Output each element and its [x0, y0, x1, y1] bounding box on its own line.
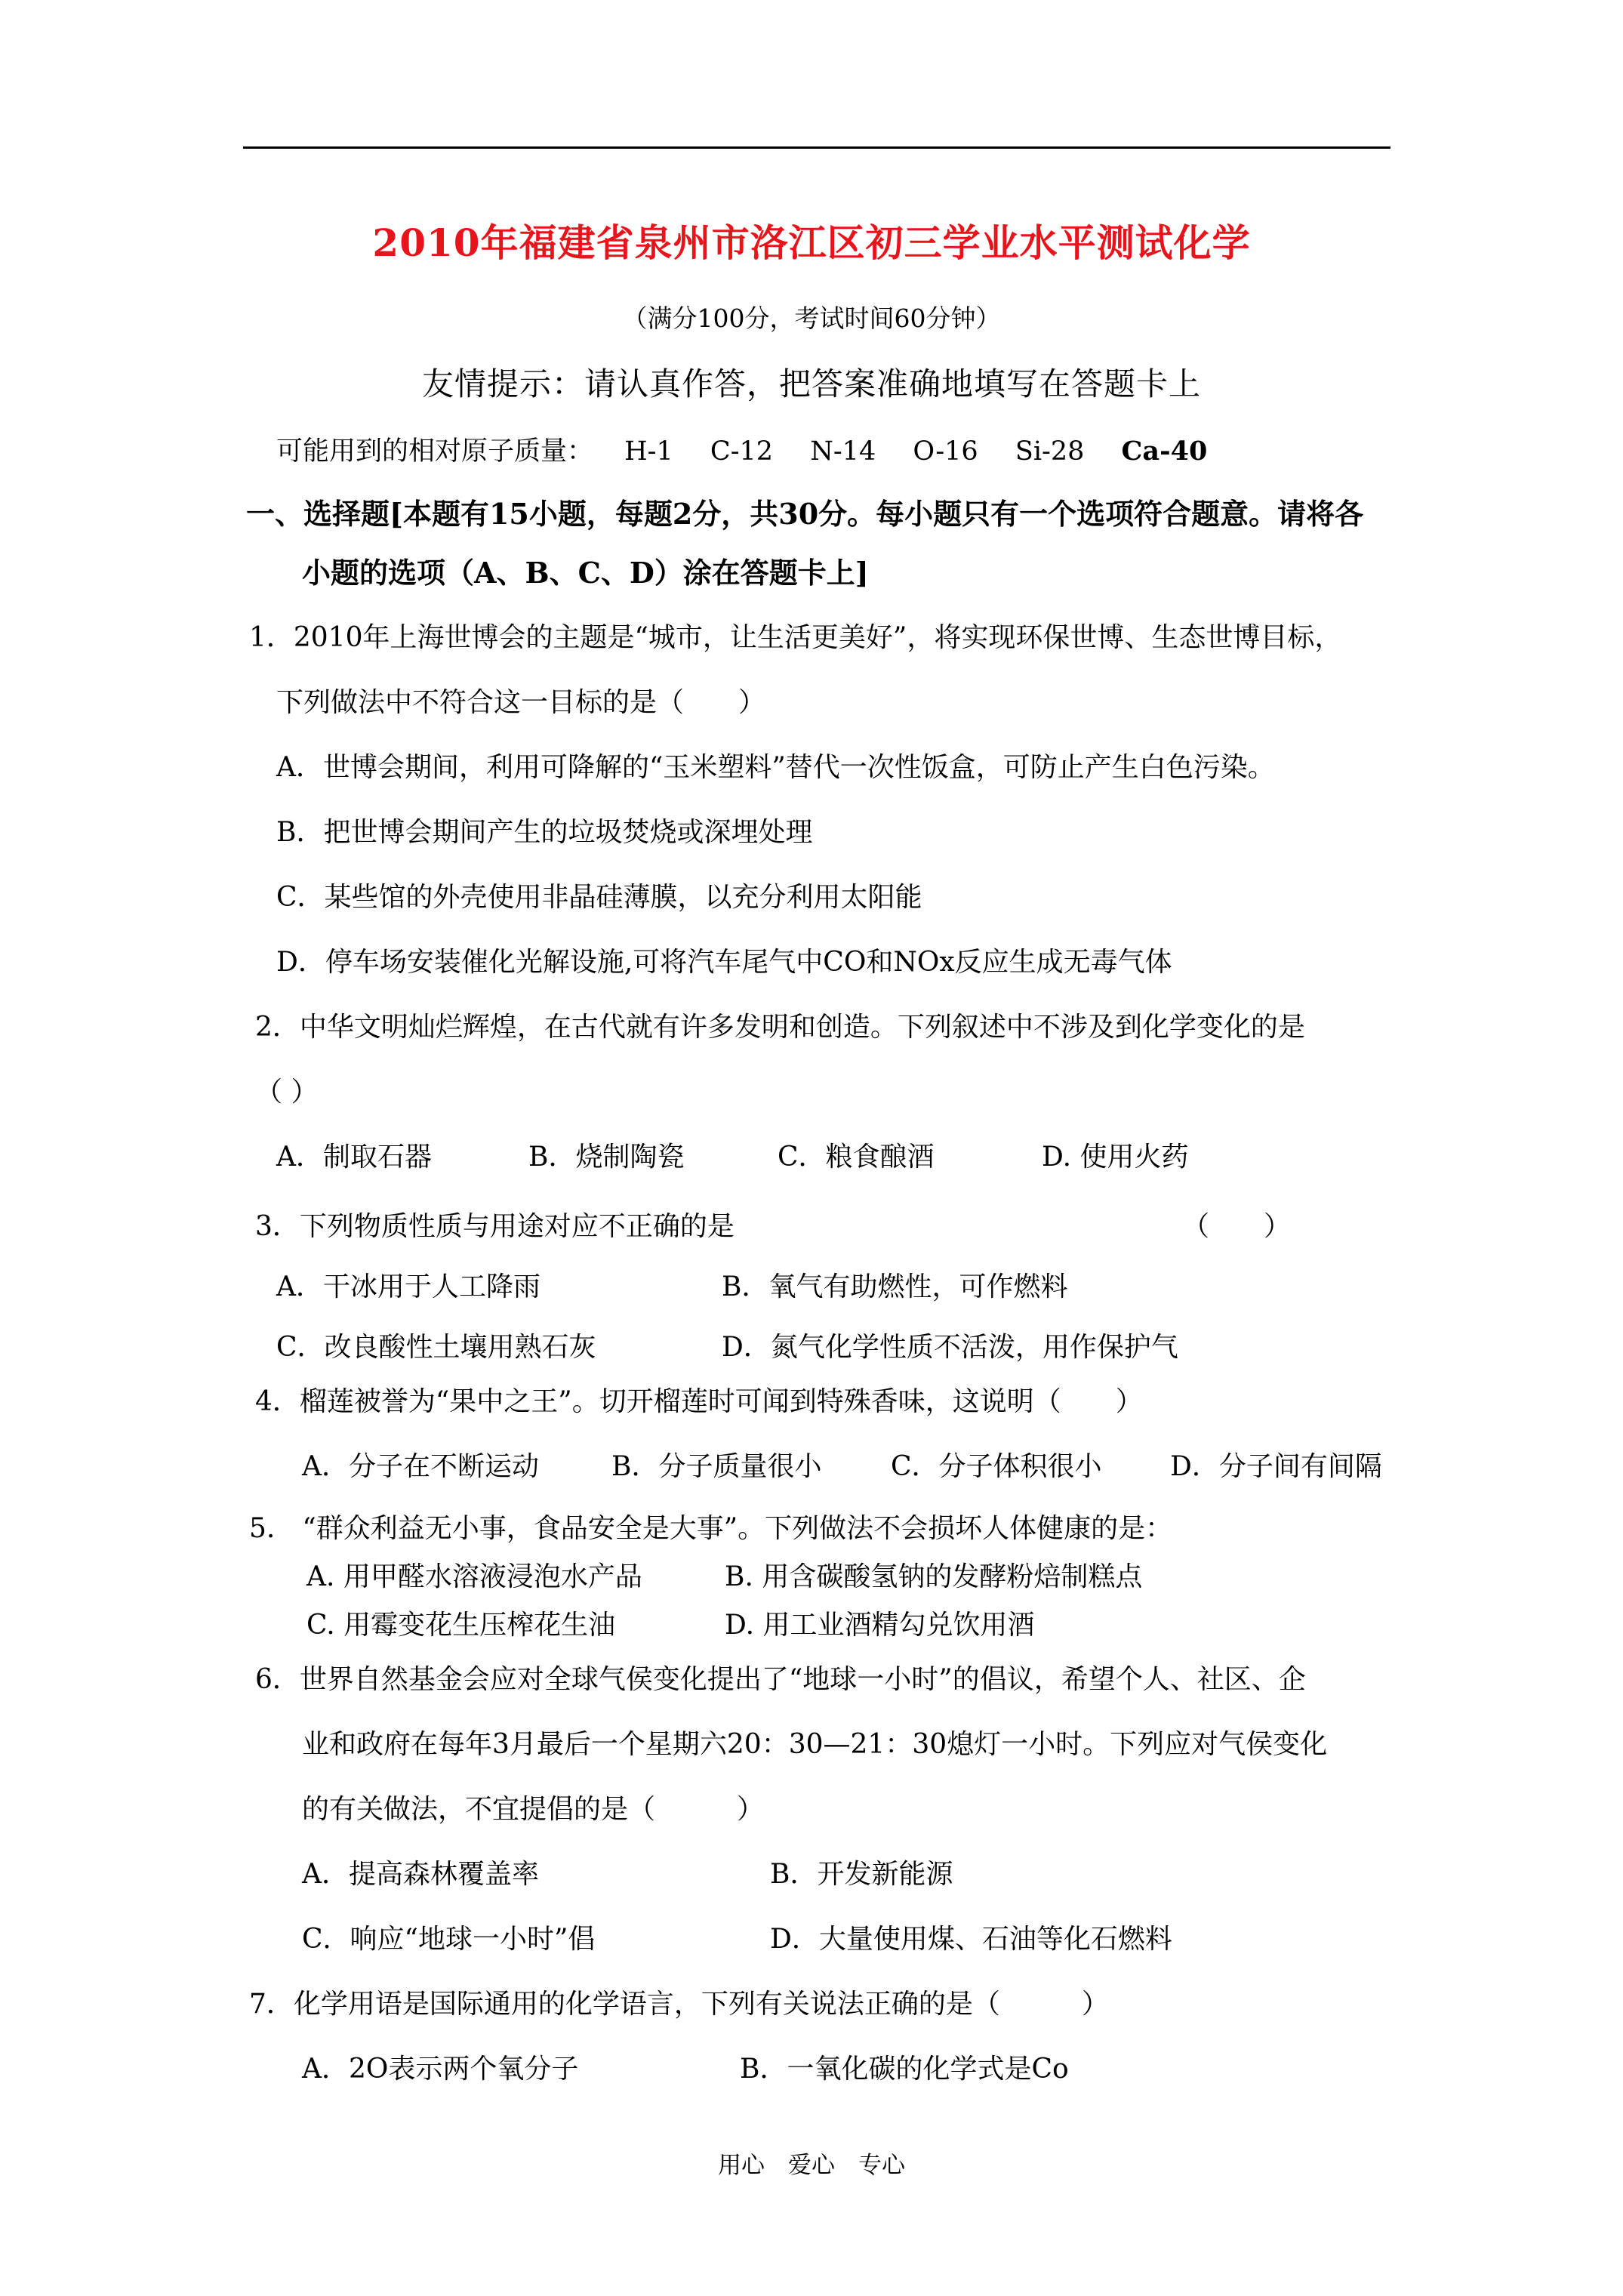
q3-option-b: B．氧气有助燃性，可作燃料 [722, 1271, 1068, 1302]
q3-option-d: D．氮气化学性质不活泼，用作保护气 [722, 1332, 1178, 1363]
q6-option-d: D．大量使用煤、石油等化石燃料 [770, 1924, 1172, 1955]
q1-option-a: A．世博会期间，利用可降解的“玉米塑料”替代一次性饭盒，可防止产生白色污染。 [276, 752, 1275, 783]
q7-option-b: B．一氧化碳的化学式是Co [740, 2054, 1069, 2085]
q5-stem: 5. “群众利益无小事，食品安全是大事”。下列做法不会损坏人体健康的是： [249, 1513, 1173, 1544]
page-title: 2010年福建省泉州市洛江区初三学业水平测试化学 [372, 220, 1251, 265]
q6-option-a: A．提高森林覆盖率 [302, 1859, 539, 1890]
atomic-mass-o: O-16 [913, 436, 978, 467]
atomic-mass-c: C-12 [710, 436, 774, 467]
q4-option-a: A．分子在不断运动 [302, 1451, 539, 1482]
q2-option-d: D. 使用火药 [1042, 1142, 1189, 1173]
section-heading-line1: 一、选择题[本题有15小题，每题2分，共30分。每小题只有一个选项符合题意。请将各 [246, 497, 1364, 531]
q2-stem-line2: （ ） [255, 1077, 319, 1108]
q3-stem: 3．下列物质性质与用途对应不正确的是 [255, 1211, 735, 1242]
q4-option-c: C．分子体积很小 [891, 1451, 1102, 1482]
q1-option-b: B．把世博会期间产生的垃圾焚烧或深埋处理 [276, 817, 813, 848]
section-heading-line2: 小题的选项（A、B、C、D）涂在答题卡上] [302, 556, 869, 590]
q1-option-d: D．停车场安装催化光解设施,可将汽车尾气中CO和NOx反应生成无毒气体 [276, 947, 1172, 978]
q6-stem-line2: 业和政府在每年3月最后一个星期六20：30—21：30熄灯一小时。下列应对气侯变化 [302, 1729, 1328, 1760]
q5-option-c: C. 用霉变花生压榨花生油 [306, 1610, 616, 1641]
atomic-mass-ca: Ca-40 [1121, 436, 1208, 467]
q6-stem-line3: 的有关做法，不宜提倡的是（ ） [302, 1794, 765, 1825]
q6-stem-line1: 6．世界自然基金会应对全球气侯变化提出了“地球一小时”的倡议，希望个人、社区、企 [255, 1664, 1306, 1695]
q5-option-b: B. 用含碳酸氢钠的发酵粉焙制糕点 [725, 1561, 1143, 1592]
q1-option-c: C．某些馆的外壳使用非晶硅薄膜，以充分利用太阳能 [276, 882, 922, 913]
atomic-mass-si: Si-28 [1015, 436, 1085, 467]
q3-answer-paren: （ ） [1182, 1211, 1292, 1242]
atomic-mass-n: N-14 [810, 436, 876, 467]
q3-option-a: A．干冰用于人工降雨 [276, 1271, 540, 1302]
q2-option-c: C．粮食酿酒 [778, 1142, 935, 1173]
atomic-mass-line [276, 430, 1236, 468]
page-footer: 用心 爱心 专心 [718, 2152, 905, 2179]
atomic-mass-h: H-1 [624, 436, 673, 467]
q5-option-a: A. 用甲醛水溶液浸泡水产品 [306, 1561, 642, 1592]
q6-option-c: C．响应“地球一小时”倡 [302, 1924, 596, 1955]
q2-stem-line1: 2．中华文明灿烂辉煌，在古代就有许多发明和创造。下列叙述中不涉及到化学变化的是 [255, 1012, 1305, 1043]
q4-option-b: B．分子质量很小 [611, 1451, 822, 1482]
q7-stem: 7．化学用语是国际通用的化学语言，下列有关说法正确的是（ ） [249, 1989, 1109, 2020]
q4-option-d: D．分子间有间隔 [1170, 1451, 1382, 1482]
exam-info: （满分100分，考试时间60分钟） [622, 304, 1001, 333]
q1-stem-line2: 下列做法中不符合这一目标的是（ ） [276, 687, 766, 718]
q2-option-b: B．烧制陶瓷 [528, 1142, 685, 1173]
atomic-mass-label: 可能用到的相对原子质量： [276, 436, 594, 467]
q3-option-c: C．改良酸性土壤用熟石灰 [276, 1332, 596, 1363]
q1-stem-line1: 1．2010年上海世博会的主题是“城市，让生活更美好”，将实现环保世博、生态世博目标， [249, 622, 1342, 653]
q5-option-d: D. 用工业酒精勾兑饮用酒 [725, 1610, 1035, 1641]
q6-option-b: B．开发新能源 [770, 1859, 953, 1890]
friendly-tip: 友情提示：请认真作答，把答案准确地填写在答题卡上 [421, 365, 1201, 402]
q4-stem: 4．榴莲被誉为“果中之王”。切开榴莲时可闻到特殊香味，这说明（ ） [255, 1386, 1143, 1417]
q7-option-a: A．2O表示两个氧分子 [302, 2054, 579, 2085]
header-rule [243, 146, 1390, 149]
q2-option-a: A．制取石器 [276, 1142, 432, 1173]
